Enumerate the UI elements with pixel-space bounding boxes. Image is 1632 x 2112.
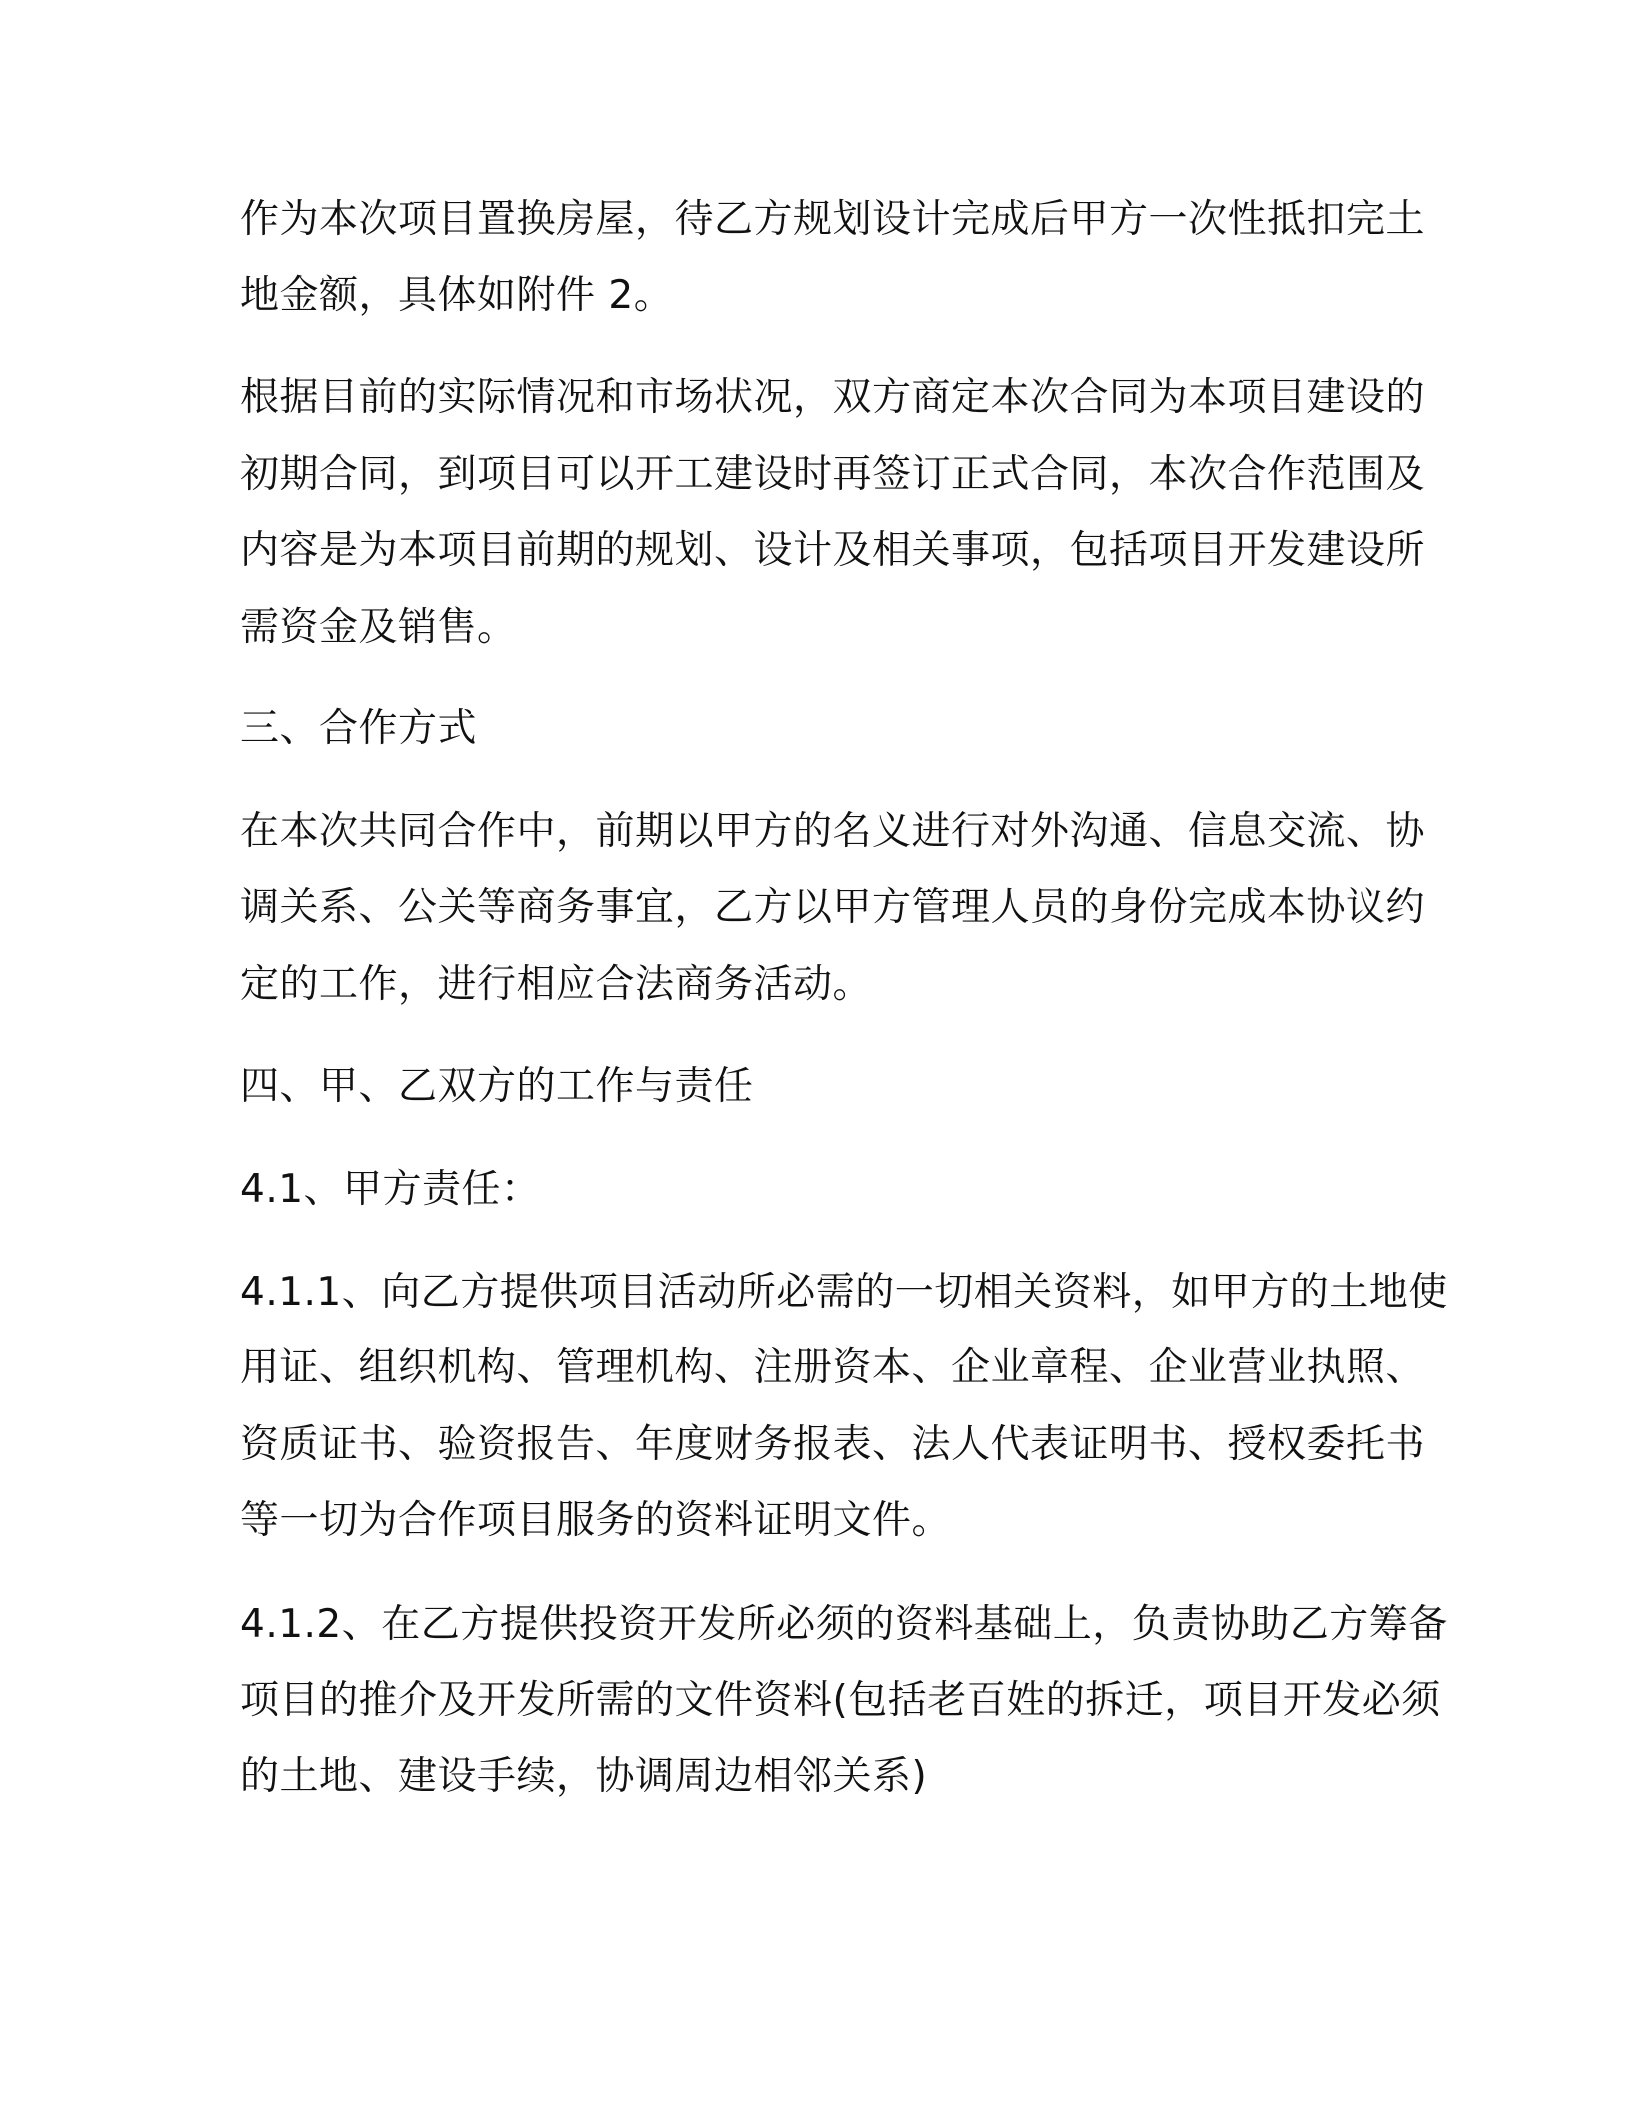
text-line: 根据目前的实际情况和市场状况，双方商定本次合同为本项目建设的: [240, 375, 1426, 420]
text-line: 地金额，具体如附件 2。: [240, 273, 674, 318]
text-line: 4.1.2、在乙方提供投资开发所必须的资料基础上，负责协助乙方筹备: [240, 1602, 1448, 1647]
text-line: 初期合同，到项目可以开工建设时再签订正式合同，本次合作范围及: [240, 452, 1426, 497]
text-line: 项目的推介及开发所需的文件资料(包括老百姓的拆迁，项目开发必须: [240, 1678, 1441, 1723]
text-line: 用证、组织机构、管理机构、注册资本、企业章程、企业营业执照、: [240, 1345, 1426, 1390]
section-heading: 四、甲、乙双方的工作与责任: [240, 1064, 754, 1109]
text-line: 作为本次项目置换房屋，待乙方规划设计完成后甲方一次性抵扣完土: [240, 197, 1426, 242]
subsection-heading: 4.1、甲方责任：: [240, 1167, 541, 1212]
text-line: 定的工作，进行相应合法商务活动。: [240, 962, 873, 1007]
text-line: 资质证书、验资报告、年度财务报表、法人代表证明书、授权委托书: [240, 1422, 1426, 1467]
text-line: 在本次共同合作中，前期以甲方的名义进行对外沟通、信息交流、协: [240, 809, 1426, 854]
section-heading: 三、合作方式: [240, 706, 478, 751]
text-line: 需资金及销售。: [240, 605, 517, 650]
text-line: 的土地、建设手续，协调周边相邻关系): [240, 1754, 928, 1799]
text-line: 等一切为合作项目服务的资料证明文件。: [240, 1498, 952, 1543]
text-line: 内容是为本项目前期的规划、设计及相关事项，包括项目开发建设所: [240, 528, 1426, 573]
text-line: 4.1.1、向乙方提供项目活动所必需的一切相关资料，如甲方的土地使: [240, 1270, 1448, 1315]
text-line: 调关系、公关等商务事宜，乙方以甲方管理人员的身份完成本协议约: [240, 885, 1426, 930]
